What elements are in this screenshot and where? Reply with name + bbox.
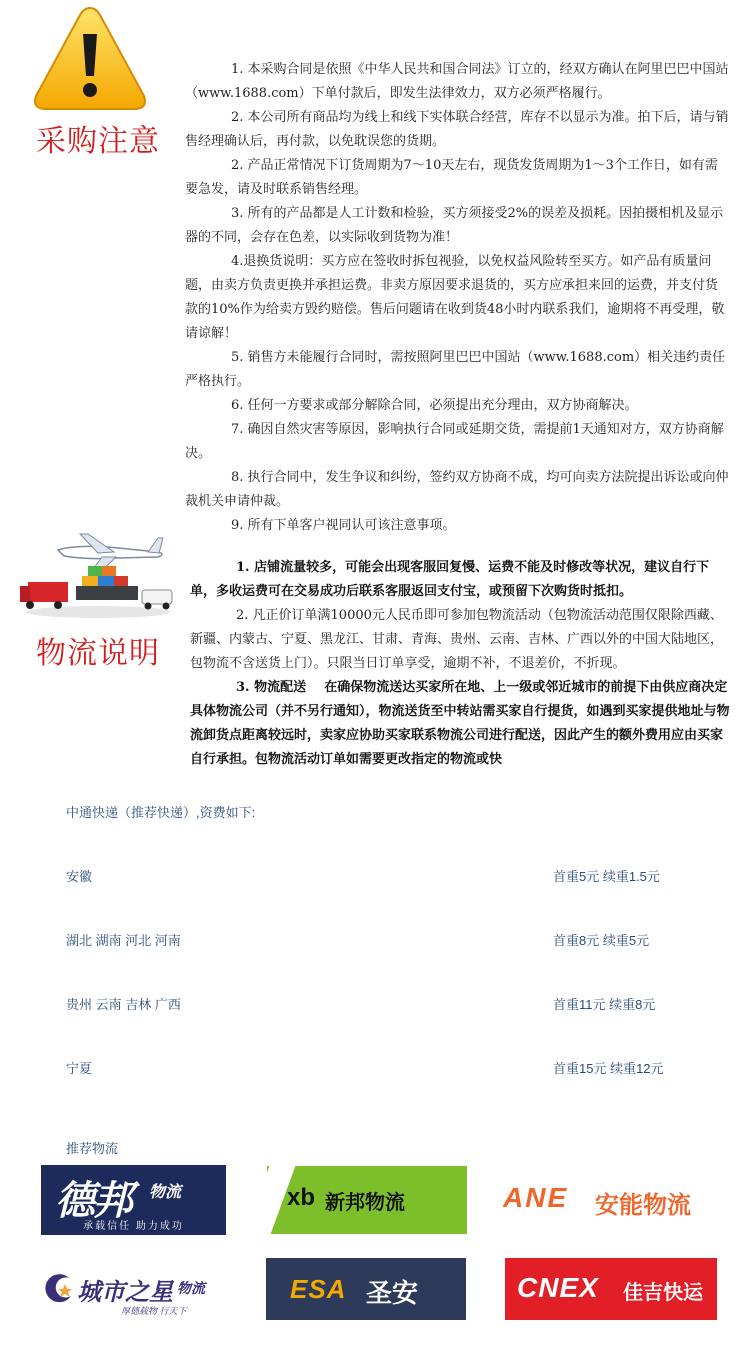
fee-price: 首重8元 续重5元 xyxy=(553,933,650,948)
warning-icon xyxy=(30,4,150,114)
logistics-transport-illustration xyxy=(18,520,178,620)
fee-price: 首重15元 续重12元 xyxy=(553,1061,664,1076)
notice-item: 3. 所有的产品都是人工计数和检验，买方须接受2%的误差及损耗。因拍摄相机及显示器的不同，会存在色差，以实际收到货物为准！ xyxy=(185,206,724,245)
deppon-logo: 德邦 物流 承载信任 助力成功 xyxy=(41,1165,226,1235)
fee-region: 湖北 湖南 河北 河南 xyxy=(66,933,181,948)
notice-item: 8. 执行合同中，发生争议和纠纷，签约双方协商不成，均可向卖方法院提出诉讼或向仲裁机关申请仲裁。 xyxy=(185,470,729,509)
xinbang-logo: xb 新邦物流 xyxy=(267,1166,467,1234)
logistics-notice-text xyxy=(190,556,730,772)
purchase-notice-text xyxy=(185,58,730,538)
shengan-logo: ESA 圣安 xyxy=(266,1258,466,1320)
notice-item: 2. 产品正常情况下订货周期为7～10天左右，现货发货周期为1～3个工作日，如有需要急发，请及时联系销售经理。 xyxy=(185,158,718,197)
fee-region: 安徽 xyxy=(66,869,93,884)
logistics-item: 2. 凡正价订单满10000元人民币即可参加包物流活动（包物流活动范围仅限除西藏、新疆、内蒙古、宁夏、黑龙江、甘肃、青海、贵州、云南、吉林、广西以外的中国大陆地区，包物流不含送货上门）。只限当日订单享受，逾期不补，不退差价，不折现。 xyxy=(190,608,724,671)
notice-item: 9. 所有下单客户视同认可该注意事项。 xyxy=(231,518,456,533)
notice-section-title: 采购注意 xyxy=(36,124,160,159)
notice-item: 2. 本公司所有商品均为线上和线下实体联合经营，库存不以显示为准。拍下后，请与销售经理确认后，再付款，以免耽误您的货期。 xyxy=(185,110,729,149)
logistics-item: 1. 店铺流量较多，可能会出现客服回复慢、运费不能及时修改等状况，建议自行下单，多收运费可在交易成功后联系客服返回支付宝，或预留下次购货时抵扣。 xyxy=(190,560,710,599)
notice-item: 4.退换货说明：买方应在签收时拆包视验，以免权益风险转至买方。如产品有质量问题，由卖方负责更换并承担运费。非卖方原因要求退货的，买方应承担来回的运费，并支付货款的10%作为给卖方毁约赔偿。售后问题请在收到货48小时内联系我们，逾期将不再受理，敬请谅解！ xyxy=(185,254,725,341)
logistics-delivery-item: 3. 物流配送 在确保物流送达买家所在地、上一级或邻近城市的前提下由供应商决定具体物流公司（并不另行通知），物流送货至中转站需买家自行提货，如遇到买家提供地址与物流卸货点距离较远时，卖家应协助买家联系物流公司进行配送，因此产生的额外费用应由买家自行承担。包物流活动订单如需要更改指定的物流或快 xyxy=(190,680,730,767)
fee-region: 宁夏 xyxy=(66,1061,93,1076)
fee-region: 贵州 云南 吉林 广西 xyxy=(66,997,181,1012)
notice-item: 7. 确因自然灾害等原因，影响执行合同或延期交货，需提前1天通知对方，双方协商解决。 xyxy=(185,422,724,461)
logistics-section-title: 物流说明 xyxy=(36,636,160,671)
ane-logo: ANE 安能物流 xyxy=(503,1170,715,1228)
cnex-logo: CNEX 佳吉快运 xyxy=(505,1258,717,1320)
notice-item: 5. 销售方未能履行合同时，需按照阿里巴巴中国站（www.1688.com）相关违约责任严格执行。 xyxy=(185,350,726,389)
notice-item: 1. 本采购合同是依照《中华人民共和国合同法》订立的，经双方确认在阿里巴巴中国站（www.1688.com）下单付款后，即发生法律效力，双方必须严格履行。 xyxy=(185,62,729,101)
fee-price: 首重11元 续重8元 xyxy=(553,997,656,1012)
fee-table-title: 中通快递（推荐快递）,资费如下: xyxy=(66,805,256,820)
city-star-logo: 城市之星 物流 厚德载物 行天下 xyxy=(41,1262,231,1322)
fee-price: 首重5元 续重1.5元 xyxy=(553,869,660,884)
notice-item: 6. 任何一方要求或部分解除合同，必须提出充分理由，双方协商解决。 xyxy=(231,398,638,413)
recommended-logistics-title: 推荐物流 xyxy=(66,1141,119,1156)
